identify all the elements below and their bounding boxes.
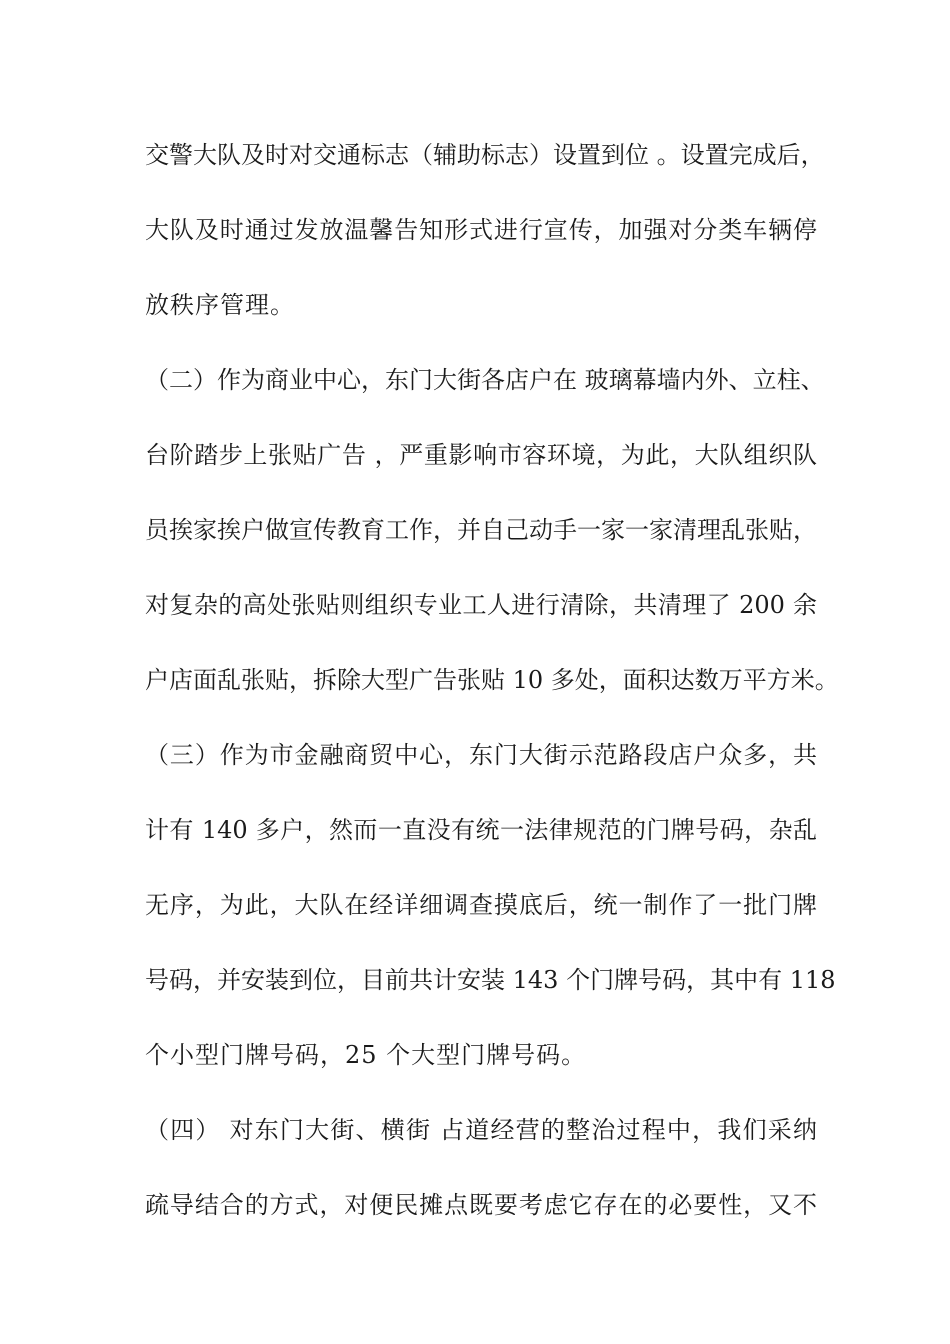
paragraph-line: 放秩序管理。	[145, 291, 295, 319]
paragraph-line: 对复杂的高处张贴则组织专业工人进行清除，共清理了 200 余	[145, 591, 817, 619]
paragraph-line: 个小型门牌号码，25 个大型门牌号码。	[145, 1041, 587, 1069]
paragraph-line: 疏导结合的方式，对便民摊点既要考虑它存在的必要性，又不	[145, 1191, 817, 1219]
paragraph-line: （二）作为商业中心，东门大街各店户在 玻璃幕墙内外、立柱、	[145, 366, 825, 394]
paragraph-line: 计有 140 多户，然而一直没有统一法律规范的门牌号码，杂乱	[145, 816, 817, 844]
paragraph-line: 台阶踏步上张贴广告 ，严重影响市容环境，为此，大队组织队	[145, 441, 817, 469]
paragraph-line: 户店面乱张贴，拆除大型广告张贴 10 多处，面积达数万平方米。	[145, 666, 839, 694]
paragraph-line: 交警大队及时对交通标志（辅助标志）设置到位 。设置完成后，	[145, 141, 825, 169]
paragraph-line: 员挨家挨户做宣传教育工作，并自己动手一家一家清理乱张贴，	[145, 516, 817, 544]
paragraph-line: 号码，并安装到位，目前共计安装 143 个门牌号码，其中有 118	[145, 966, 836, 994]
paragraph-line: 大队及时通过发放温馨告知形式进行宣传，加强对分类车辆停	[145, 216, 817, 244]
paragraph-line: 无序，为此，大队在经详细调查摸底后，统一制作了一批门牌	[145, 891, 817, 919]
paragraph-line: （三）作为市金融商贸中心，东门大街示范路段店户众多，共	[145, 741, 817, 769]
paragraph-line: （四） 对东门大街、横街 占道经营的整治过程中，我们采纳	[145, 1116, 817, 1144]
